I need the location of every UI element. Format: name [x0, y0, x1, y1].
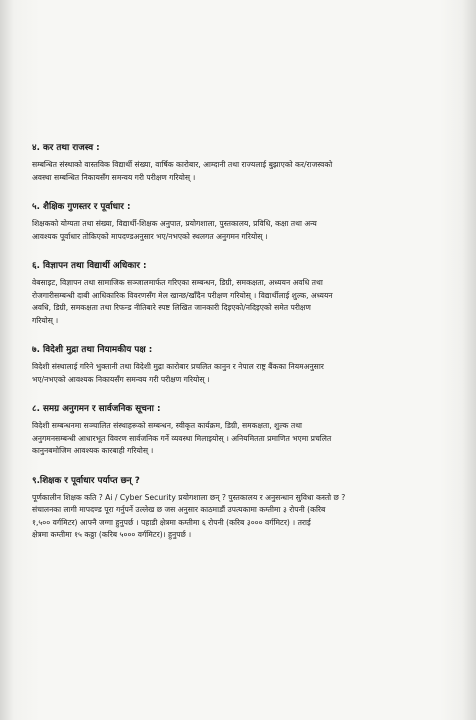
section-paragraph — [32, 218, 450, 243]
section-heading: ४. कर तथा राजस्व : — [32, 143, 100, 153]
section-heading: ५. शैक्षिक गुणस्तर र पूर्वाधार : — [32, 202, 131, 212]
document-body — [32, 142, 450, 559]
paragraph-line: कानुनबमोजिम आवश्यक कारबाही गरियोस् । — [32, 446, 154, 455]
section-monitoring-public-notice — [32, 403, 450, 458]
section-paragraph — [32, 420, 450, 458]
paragraph-line: अनुगमनसम्बन्धी आधारभूत विवरण सार्वजनिक गर्ने व्यवस्था मिलाइयोस् । अनियमितता प्रमाणित भएमा प्रचलित — [32, 433, 332, 443]
paragraph-line: वेबसाइट, विज्ञापन तथा सामाजिक सञ्जालमार्फत गरिएका सम्बन्धन, डिग्री, समकक्षता, अध्ययन अवधि तथा — [32, 278, 323, 287]
section-heading: ९.शिक्षक र पूर्वाधार पर्याप्त छन् ? — [32, 475, 140, 486]
paragraph-line: विदेशी संस्थालाई गरिने भुक्तानी तथा विदेशी मुद्रा कारोबार प्रचलित कानुन र नेपाल राष्ट्र बैंकका नियमअनुसार — [32, 362, 324, 371]
section-foreign-currency — [32, 344, 450, 386]
paragraph-line: १,५०० वर्गमिटर) आफ्नै जग्गा हुनुपर्छ । पहाडी क्षेत्रमा कम्तीमा ६ रोपनी (करिब ३००० वर्गमिटर) । तराई — [32, 517, 311, 527]
paragraph-line: रोजगारीसम्बन्धी दाबी आधिकारिक विवरणसँग मेल खान्छ/खाँदैन परीक्षण गरियोस् । विद्यार्थीलाई शुल्क, अध्ययन — [32, 290, 333, 300]
section-advertising-student-rights — [32, 260, 450, 327]
paragraph-line: संचालनका लागी मापदण्ड पूरा गर्नुपर्ने उल्लेख छ जस अनुसार काठमाडौं उपत्यकामा कम्तीमा ३ रोपनी (करिब — [32, 505, 326, 514]
section-paragraph — [32, 492, 450, 542]
section-paragraph — [32, 277, 450, 327]
section-heading: ७. विदेशी मुद्रा तथा नियामकीय पक्ष : — [32, 345, 153, 355]
paragraph-line: विदेशी सम्बन्धनमा सञ्चालित संस्थाहरूको सम्बन्धन, स्वीकृत कार्यक्रम, डिग्री, समकक्षता, शुल्क तथा — [32, 421, 303, 430]
section-quality-infrastructure — [32, 201, 450, 243]
paragraph-line: अवधि, डिग्री, समकक्षता तथा रिफन्ड नीतिबारे स्पष्ट लिखित जानकारी दिइएको/नदिइएको समेत परीक्षण — [32, 303, 311, 312]
paragraph-line: सम्बन्धित संस्थाको वास्तविक विद्यार्थी संख्या, वार्षिक कारोबार, आम्दानी तथा राज्यलाई बुझाएको कर/राजस्वको — [32, 160, 333, 169]
section-heading: ८. समग्र अनुगमन र सार्वजनिक सूचना : — [32, 404, 161, 414]
section-paragraph — [32, 361, 450, 386]
paragraph-line: पूर्णकालीन शिक्षक कति ? Ai / Cyber Security प्रयोगशाला छन् ? पुस्तकालय र अनुसन्धान सुविधा कस्तो छ ? — [32, 492, 346, 502]
paragraph-line: आवश्यक पूर्वाधार तोकिएको मापदण्डअनुसार भए/नभएको स्थलगत अनुगमन गरियोस् । — [32, 231, 268, 241]
section-teachers-infrastructure — [32, 475, 450, 542]
paragraph-line: क्षेत्रमा कम्तीमा १५ कठ्ठा (करिब ५००० वर्गमिटर)। हुनुपर्छ । — [32, 530, 192, 539]
paragraph-line: गरियोस् । — [32, 315, 59, 325]
paragraph-line: अवस्था सम्बन्धित निकायसँग समन्वय गरी परीक्षण गरियोस् । — [32, 172, 196, 182]
section-paragraph — [32, 159, 450, 184]
section-tax-revenue — [32, 142, 450, 184]
paragraph-line: शिक्षकको योग्यता तथा संख्या, विद्यार्थी-शिक्षक अनुपात, प्रयोगशाला, पुस्तकालय, प्रविधि, कक्षा तथा अन्य — [32, 219, 317, 228]
paragraph-line: भए/नभएको आवश्यक निकायसँग समन्वय गरी परीक्षण गरियोस् । — [32, 374, 210, 384]
section-heading: ६. विज्ञापन तथा विद्यार्थी अधिकार : — [32, 261, 147, 271]
